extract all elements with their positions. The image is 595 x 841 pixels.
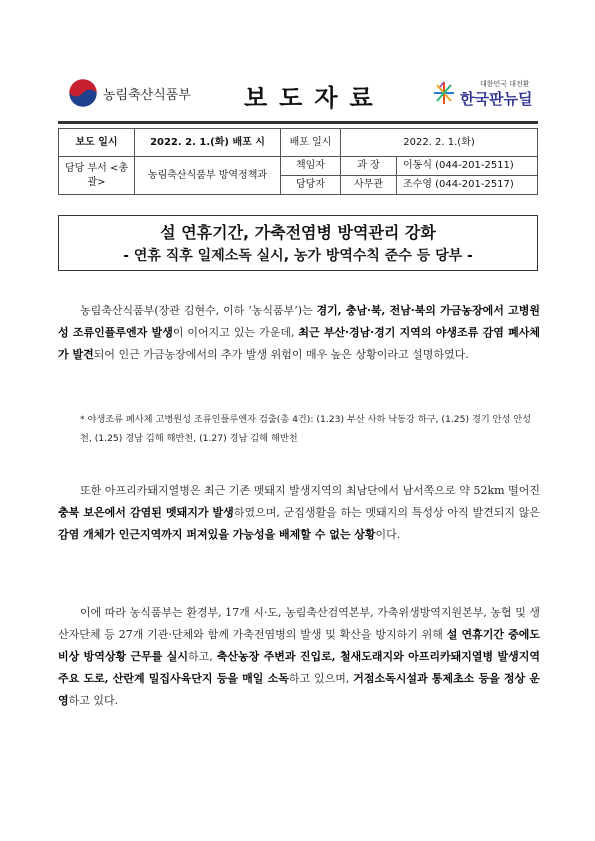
dept-value: 농림축산식품부 방역정책과 (135, 157, 281, 195)
headline: 설 연휴기간, 가축전염병 방역관리 강화 (160, 223, 436, 242)
brand-name: 한국판뉴딜 (460, 90, 533, 108)
subheadline: - 연휴 직후 일제소독 실시, 농가 방역수칙 준수 등 당부 - (123, 248, 473, 264)
contact-role-label: 책임자 (281, 157, 341, 176)
ministry-name: 농림축산식품부 (103, 88, 191, 103)
p2-emphasis: 충북 보은에서 감염된 멧돼지가 발생 (58, 506, 234, 519)
dept-label: 담당 부서 <총괄> (59, 157, 135, 195)
release-label: 배포 일시 (281, 129, 341, 157)
contact-person: 조수영 (044-201-2517) (397, 176, 538, 195)
contact-position: 과 장 (341, 157, 397, 176)
p3-text: 하고 있다. (68, 694, 119, 707)
ministry-emblem-icon (68, 78, 98, 108)
press-title: 보도자료 (244, 84, 385, 112)
embargo-label: 보도 일시 (59, 129, 135, 157)
body-paragraph-3 (58, 602, 540, 712)
p3-text: 하고, (188, 650, 217, 663)
headline-box (58, 215, 538, 271)
embargo-value: 2022. 2. 1.(화) 배포 시 (135, 129, 281, 157)
footnote-wild-bird-detections: * 야생조류 폐사체 고병원성 조류인플루엔자 검출(총 4건): (1.23) 부산 사하 낙동강 하구, (1.25) 경기 안성 안성천, (1.25) 경남 김해 해반천, (1.27) 경남 김해 해반천 (80, 414, 532, 444)
p1-text: 이 이어지고 있는 가운데, (172, 326, 299, 339)
p3-text: 이에 따라 농식품부는 환경부, 17개 시·도, 농림축산검역본부, 가축위생방역지원본부, 농협 및 생산자단체 등 27개 기관·단체와 함께 가축전염병의 발생 및 확산을 방지하기 위해 (58, 606, 540, 641)
p1-text: 되어 인근 가금농장에서의 추가 발생 위험이 매우 높은 상황이라고 설명하였다. (93, 348, 469, 361)
body-paragraph-2 (58, 480, 540, 546)
p3-emphasis: 축산농장 주변과 진입로, 철새도래지와 아프리카돼지열병 발생지역 주요 도로, 산란계 밀집사육단지 등을 매일 소독 (58, 650, 540, 685)
contact-row (59, 157, 538, 176)
contact-position: 사무관 (341, 176, 397, 195)
p2-emphasis: 감염 개체가 인근지역까지 퍼져있을 가능성을 배제할 수 없는 상황 (58, 528, 376, 541)
p2-text: 하였으며, 군집생활을 하는 멧돼지의 특성상 아직 발견되지 않은 (233, 506, 540, 519)
p1-text: 농림축산식품부(장관 김현수, 이하 ‘농식품부’)는 (80, 304, 317, 317)
p2-text: 또한 아프리카돼지열병은 최근 기존 멧돼지 발생지역의 최남단에서 남서쪽으로 약 52km 떨어진 (80, 484, 540, 497)
p3-text: 하고 있으며, (288, 672, 354, 685)
release-info-table (58, 128, 538, 195)
p1-emphasis: 최근 부산·경남·경기 지역의 야생조류 감염 폐사체가 발견 (58, 326, 540, 361)
p3-emphasis: 설 연휴기간 중에도 비상 방역상황 근무를 실시 (58, 628, 540, 663)
press-release-header (58, 62, 538, 122)
contact-person: 이동식 (044-201-2511) (397, 157, 538, 176)
new-deal-logo-icon (432, 80, 456, 106)
embargo-row (59, 129, 538, 157)
body-paragraph-1 (58, 300, 540, 366)
p3-emphasis: 거점소독시설과 통제초소 등을 정상 운영 (58, 672, 540, 707)
contact-role-label: 담당자 (281, 176, 341, 195)
p1-emphasis: 경기, 충남·북, 전남·북의 가금농장에서 고병원성 조류인플루엔자 발생 (58, 304, 541, 339)
header-rule (58, 121, 538, 124)
brand-tagline: 대한민국 대전환 (480, 80, 530, 88)
p2-text: 이다. (375, 528, 401, 541)
release-value: 2022. 2. 1.(화) (341, 129, 538, 157)
